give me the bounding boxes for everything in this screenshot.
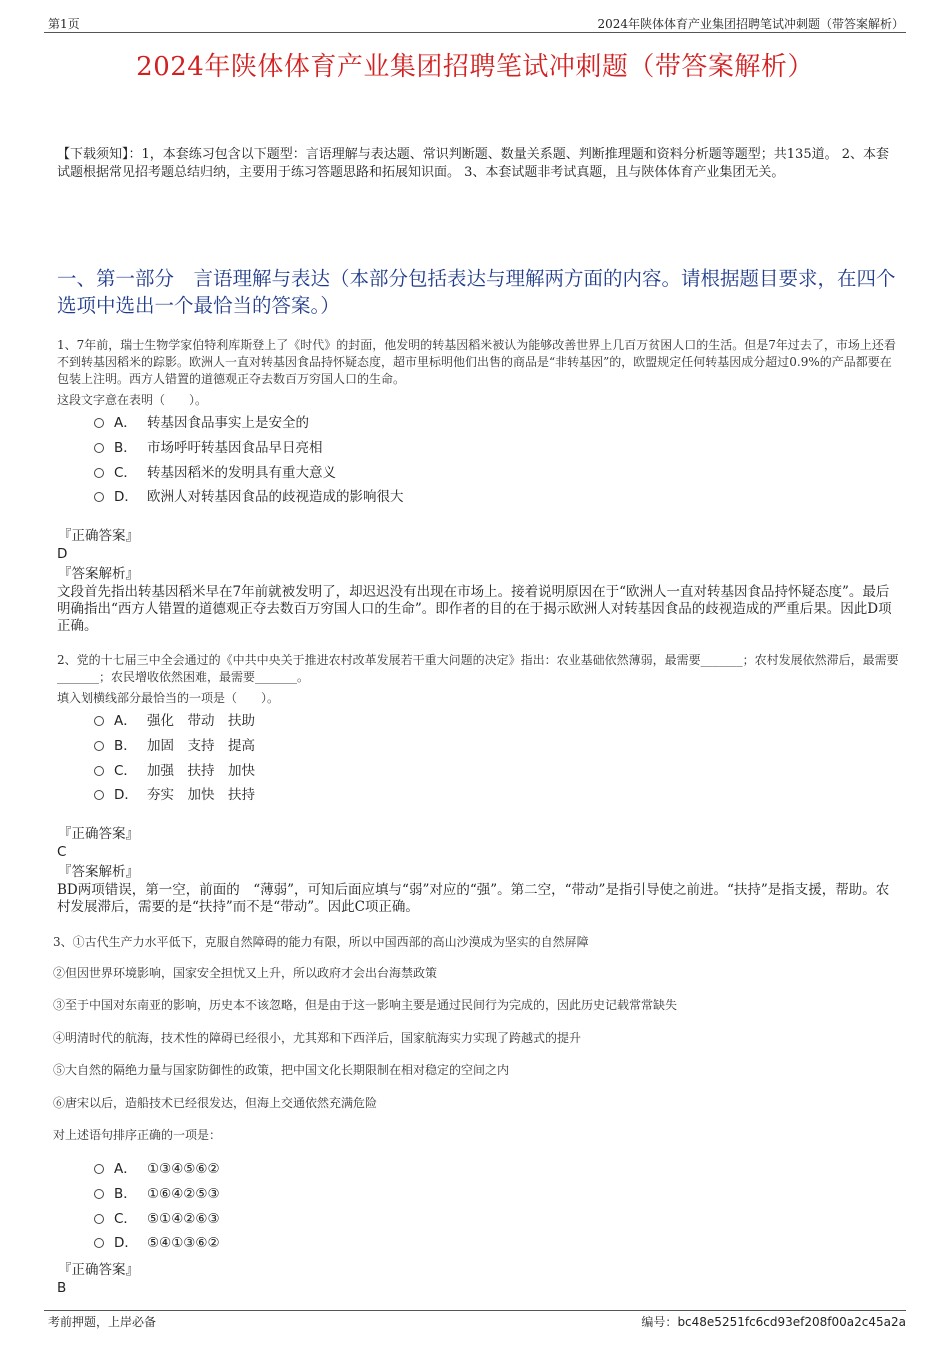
question-3-prompt: 对上述语句排序正确的一项是： [53, 1128, 222, 1142]
question-3-statement-5: ⑤大自然的隔绝力量与国家防御性的政策，把中国文化长期限制在相对稳定的空间之内 [53, 1063, 510, 1077]
radio-icon[interactable] [94, 1238, 104, 1248]
question-1-option-c[interactable]: C． 转基因稻米的发明具有重大意义 [94, 464, 336, 482]
question-3-statement-2: ②但因世界环境影响，国家安全担忧又上升，所以政府才会出台海禁政策 [53, 966, 438, 980]
document-title: 2024年陕体体育产业集团招聘笔试冲刺题（带答案解析） [136, 52, 814, 82]
radio-icon[interactable] [94, 716, 104, 726]
question-3-statement-6: ⑥唐宋以后，造船技术已经很发达，但海上交通依然充满危险 [53, 1096, 378, 1110]
question-3-answer-label: 『正确答案』 [58, 1262, 139, 1278]
question-3-statement-4: ④明清时代的航海，技术性的障碍已经很小，尤其郑和下西洋后，国家航海实力实现了跨越式的提升 [53, 1031, 582, 1045]
radio-icon[interactable] [94, 418, 104, 428]
question-2-option-c[interactable]: C． 加强 扶持 加快 [94, 762, 255, 780]
question-2-option-a[interactable]: A． 强化 带动 扶助 [94, 712, 255, 730]
question-3-option-b[interactable]: B． ①⑥④②⑤③ [94, 1185, 220, 1203]
header-divider [44, 32, 906, 33]
download-notice: 【下载须知】：1，本套练习包含以下题型：言语理解与表达题、常识判断题、数量关系题、判断推理题和资料分析题等题型；共135道。 2、本套试题根据常见招考题总结归纳，主要用于练习答题思路和拓展知识面。 3、本套试题非考试真题，且与陕体体育产业集团无关。 [57, 147, 889, 180]
footer-code-label: 编号： [641, 1315, 678, 1329]
question-1-analysis: 文段首先指出转基因稻米早在7年前就被发明了，却迟迟没有出现在市场上。接着说明原因在于“欧洲人一直对转基因食品持怀疑态度”。最后明确指出“西方人错置的道德观正夺去数百万穷国人口的生命”。即作者的目的在于揭示欧洲人对转基因食品的歧视造成的严重后果。因此D项正确。 [57, 584, 892, 634]
question-3-option-c[interactable]: C． ⑤①④②⑥③ [94, 1210, 220, 1228]
question-3-option-d[interactable]: D． ⑤④①③⑥② [94, 1234, 220, 1252]
question-1-stem: 1、7年前，瑞士生物学家伯特利库斯登上了《时代》的封面，他发明的转基因稻米被认为能够改善世界上几百万贫困人口的生活。但是7年过去了，市场上还看不到转基因稻米的踪影。欧洲人一直对转基因食品持怀疑态度，超市里标明他们出售的商品是“非转基因”的，欧盟规定任何转基因成分超过0.9%的产品都要在包装上注明。西方人错置的道德观正夺去数百万穷国人口的生命。 [57, 338, 896, 386]
question-3-statement-3: ③至于中国对东南亚的影响，历史本不该忽略，但是由于这一影响主要是通过民间行为完成的，因此历史记载常常缺失 [53, 998, 678, 1012]
question-1-option-d[interactable]: D． 欧洲人对转基因食品的歧视造成的影响很大 [94, 488, 404, 506]
radio-icon[interactable] [94, 468, 104, 478]
footer-divider [44, 1310, 906, 1311]
footer-code-value: bc48e5251fc6cd93ef208f00a2c45a2a [677, 1315, 906, 1329]
question-2-analysis: BD两项错误，第一空，前面的 “薄弱”，可知后面应填与“弱”对应的“强”。第二空，“带动”是指引导使之前进。“扶持”是指支援，帮助。农村发展滞后，需要的是“扶持”而不是“带动”。因此C项正确。 [57, 882, 890, 915]
radio-icon[interactable] [94, 741, 104, 751]
question-3-intro: 3、①古代生产力水平低下，克服自然障碍的能力有限，所以中国西部的高山沙漠成为坚实的自然屏障 [53, 935, 589, 949]
question-2-option-b[interactable]: B． 加固 支持 提高 [94, 737, 255, 755]
question-2-stem: 2、党的十七届三中全会通过的《中共中央关于推进农村改革发展若干重大问题的决定》指出：农业基础依然薄弱，最需要_______；农村发展依然滞后，最需要_______；农民增收依然困难，最需要_______。 [57, 653, 899, 684]
question-2-option-d[interactable]: D． 夯实 加快 扶持 [94, 786, 255, 804]
question-1-answer-label: 『正确答案』 [58, 528, 139, 544]
radio-icon[interactable] [94, 1164, 104, 1174]
radio-icon[interactable] [94, 790, 104, 800]
radio-icon[interactable] [94, 1189, 104, 1199]
question-1-prompt: 这段文字意在表明（ ）。 [57, 393, 208, 407]
question-3-answer: B [57, 1280, 67, 1296]
question-3-option-a[interactable]: A． ①③④⑤⑥② [94, 1160, 220, 1178]
footer-slogan: 考前押题，上岸必备 [48, 1315, 157, 1329]
page-number: 第1页 [48, 17, 80, 31]
question-1-analysis-label: 『答案解析』 [58, 566, 139, 582]
question-1-option-b[interactable]: B． 市场呼吁转基因食品早日亮相 [94, 439, 323, 457]
radio-icon[interactable] [94, 492, 104, 502]
question-1-answer: D [57, 546, 68, 562]
footer-code [641, 1313, 906, 1330]
radio-icon[interactable] [94, 443, 104, 453]
question-1-option-a[interactable]: A． 转基因食品事实上是安全的 [94, 414, 309, 432]
radio-icon[interactable] [94, 766, 104, 776]
running-header-title: 2024年陕体体育产业集团招聘笔试冲刺题（带答案解析） [597, 17, 904, 31]
question-2-analysis-label: 『答案解析』 [58, 864, 139, 880]
radio-icon[interactable] [94, 1214, 104, 1224]
question-2-answer-label: 『正确答案』 [58, 826, 139, 842]
section-heading: 一、第一部分 言语理解与表达（本部分包括表达与理解两方面的内容。请根据题目要求，在四个选项中选出一个最恰当的答案。） [57, 267, 896, 317]
question-2-answer: C [57, 844, 67, 860]
question-2-prompt: 填入划横线部分最恰当的一项是（ ）。 [57, 691, 280, 705]
